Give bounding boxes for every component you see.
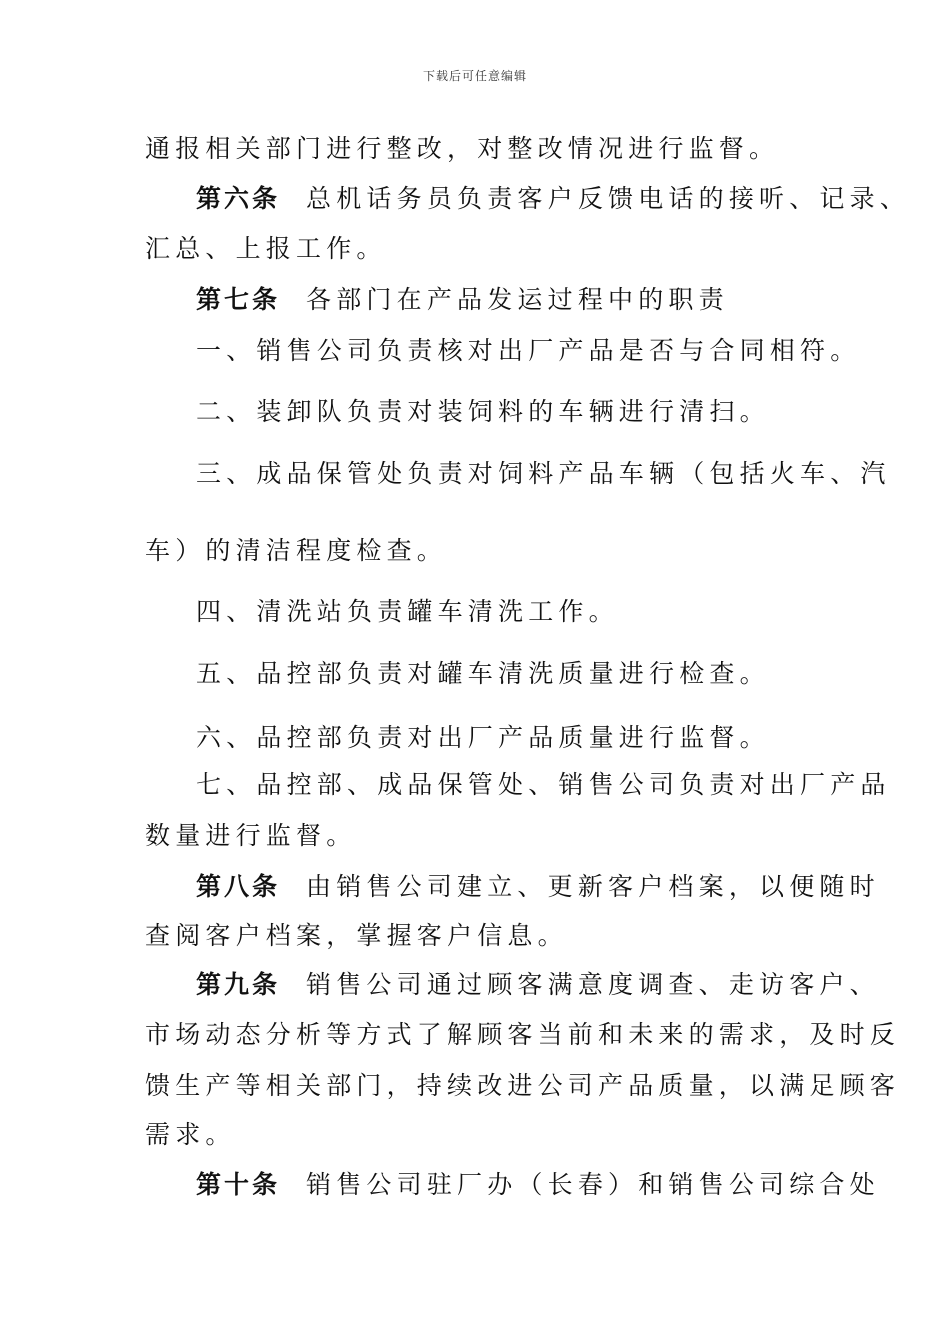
article-9-line: 第九条 销售公司通过顾客满意度调查、走访客户、 [196,970,880,999]
list-item: 五、品控部负责对罐车清洗质量进行检查。 [196,659,770,688]
article-7-line: 第七条 各部门在产品发运过程中的职责 [196,285,729,314]
text-line: 市场动态分析等方式了解顾客当前和未来的需求，及时反 [145,1020,901,1049]
article-8-line: 第八条 由销售公司建立、更新客户档案，以便随时 [196,872,880,901]
article-label: 第九条 [196,970,281,999]
list-item: 四、清洗站负责罐车清洗工作。 [196,597,619,626]
list-item: 六、品控部负责对出厂产品质量进行监督。 [196,723,770,752]
text-line: 汇总、上报工作。 [145,234,387,263]
page-header: 下载后可任意编辑 [422,69,527,83]
article-label: 第六条 [196,184,281,213]
text-line: 需求。 [145,1120,236,1149]
list-item: 三、成品保管处负责对饲料产品车辆（包括火车、汽 [196,459,891,488]
article-10-line: 第十条 销售公司驻厂办（长春）和销售公司综合处 [196,1170,880,1199]
article-6-line: 第六条 总机话务员负责客户反馈电话的接听、记录、 [196,184,911,213]
article-label: 第七条 [196,285,281,314]
list-item: 二、装卸队负责对装饲料的车辆进行清扫。 [196,397,770,426]
text-line: 数量进行监督。 [145,821,357,850]
text-line: 通报相关部门进行整改，对整改情况进行监督。 [145,134,780,163]
text-line: 车）的清洁程度检查。 [145,536,448,565]
list-item: 七、品控部、成品保管处、销售公司负责对出厂产品 [196,770,891,799]
text-line: 查阅客户档案，掌握客户信息。 [145,921,568,950]
text-line: 馈生产等相关部门，持续改进公司产品质量，以满足顾客 [145,1071,901,1100]
list-item: 一、销售公司负责核对出厂产品是否与合同相符。 [196,336,861,365]
article-label: 第八条 [196,872,281,901]
article-label: 第十条 [196,1170,281,1199]
